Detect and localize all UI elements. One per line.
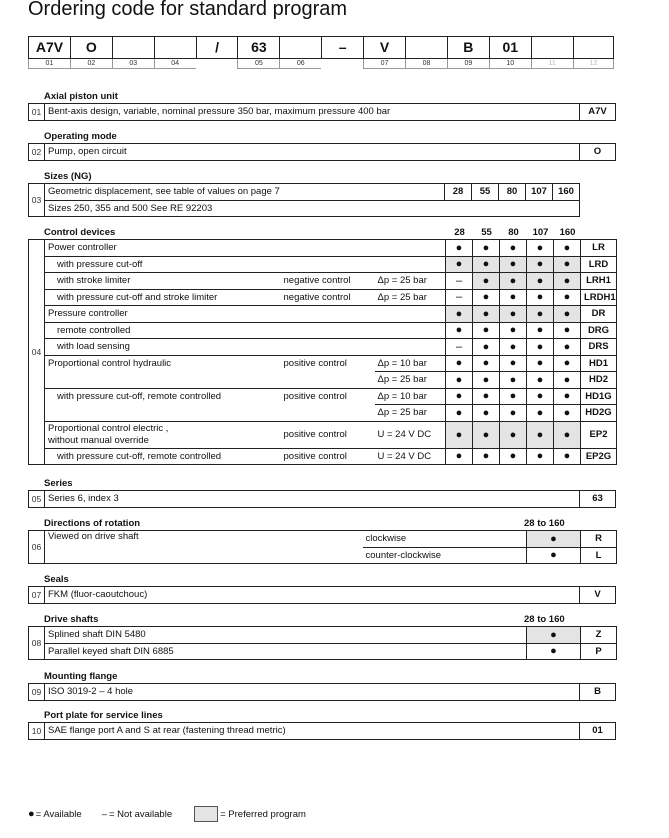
control-type: negative control bbox=[281, 273, 375, 290]
option-code: Z bbox=[581, 627, 617, 644]
legend-available: = Available bbox=[35, 808, 82, 820]
option-code: LRD bbox=[581, 256, 617, 273]
availability-dot: ● bbox=[500, 448, 527, 465]
option-description: Sizes 250, 355 and 500 See RE 92203 bbox=[45, 200, 580, 217]
availability-dot: ● bbox=[554, 421, 581, 448]
size-range: 28 to 160 bbox=[524, 518, 565, 529]
code-value bbox=[573, 36, 615, 59]
code-position-number: 04 bbox=[154, 59, 196, 69]
position-number: 06 bbox=[29, 531, 45, 564]
section-heading: Port plate for service lines bbox=[44, 710, 163, 721]
availability-dot: ● bbox=[554, 240, 581, 257]
code-position-number: 07 bbox=[363, 59, 405, 69]
code-value bbox=[405, 36, 447, 59]
size-28: 28 bbox=[445, 184, 472, 201]
code-position bbox=[573, 36, 615, 69]
availability-dot: ● bbox=[527, 643, 581, 660]
option-description: SAE flange port A and S at rear (fastening thread metric) bbox=[45, 723, 580, 740]
availability-dot: ● bbox=[446, 322, 473, 339]
position-number: 08 bbox=[29, 627, 45, 660]
control-parameter bbox=[375, 322, 446, 339]
availability-dot: ● bbox=[473, 322, 500, 339]
option-code: DRS bbox=[581, 339, 617, 356]
control-type bbox=[281, 322, 375, 339]
preferred-swatch bbox=[194, 806, 218, 822]
availability-dot: ● bbox=[527, 306, 554, 323]
section-sizes bbox=[28, 171, 580, 217]
availability-dot: ● bbox=[446, 448, 473, 465]
availability-dot: – bbox=[446, 289, 473, 306]
availability-dot: ● bbox=[500, 240, 527, 257]
availability-dot: ● bbox=[527, 322, 554, 339]
control-parameter: Δp = 25 bar bbox=[375, 273, 446, 290]
option-code: EP2G bbox=[581, 448, 617, 465]
code-position-number: 09 bbox=[447, 59, 489, 69]
control-devices-table bbox=[28, 239, 617, 465]
section-heading: Mounting flange bbox=[44, 671, 118, 682]
option-code: EP2 bbox=[581, 421, 617, 448]
availability-dot: ● bbox=[554, 289, 581, 306]
option-code: HD2 bbox=[581, 372, 617, 389]
availability-dot: ● bbox=[527, 405, 554, 422]
option-code: LRDH1 bbox=[581, 289, 617, 306]
control-type bbox=[281, 256, 375, 273]
code-position-number: 01 bbox=[28, 59, 70, 69]
availability-dot: – bbox=[446, 273, 473, 290]
control-row bbox=[29, 388, 617, 405]
code-position bbox=[196, 36, 238, 69]
position-number: 02 bbox=[29, 144, 45, 161]
control-type bbox=[281, 372, 375, 389]
section-heading: Control devices bbox=[44, 227, 116, 238]
code-position bbox=[70, 36, 112, 69]
control-parameter: Δp = 25 bar bbox=[375, 289, 446, 306]
control-parameter bbox=[375, 339, 446, 356]
availability-dot: ● bbox=[554, 355, 581, 372]
option-code: B bbox=[580, 684, 616, 701]
code-value bbox=[112, 36, 154, 59]
option-code: HD1G bbox=[581, 388, 617, 405]
control-label: Power controller bbox=[45, 240, 281, 257]
code-value: – bbox=[321, 36, 363, 59]
option-description: Pump, open circuit bbox=[45, 144, 580, 161]
code-position bbox=[154, 36, 196, 69]
code-value bbox=[279, 36, 321, 59]
availability-dot: ● bbox=[500, 289, 527, 306]
option-code: HD2G bbox=[581, 405, 617, 422]
availability-dot: ● bbox=[527, 355, 554, 372]
position-number: 05 bbox=[29, 491, 45, 508]
availability-dot: ● bbox=[527, 531, 581, 548]
code-position-number bbox=[321, 59, 363, 69]
not-available-symbol: – bbox=[101, 808, 107, 820]
option-description: ISO 3019-2 – 4 hole bbox=[45, 684, 580, 701]
code-position-number: 08 bbox=[405, 59, 447, 69]
code-value: B bbox=[447, 36, 489, 59]
availability-dot: ● bbox=[500, 273, 527, 290]
legend bbox=[28, 806, 310, 822]
control-parameter bbox=[375, 240, 446, 257]
position-number: 09 bbox=[29, 684, 45, 701]
control-label bbox=[45, 405, 281, 422]
control-type bbox=[281, 240, 375, 257]
control-label: with pressure cut-off, remote controlled bbox=[45, 448, 281, 465]
size-107: 107 bbox=[526, 184, 553, 201]
section-heading: Drive shafts bbox=[44, 614, 99, 625]
control-parameter: Δp = 25 bar bbox=[375, 372, 446, 389]
code-position bbox=[112, 36, 154, 69]
code-position-number: 03 bbox=[112, 59, 154, 69]
position-number: 10 bbox=[29, 723, 45, 740]
control-parameter bbox=[375, 256, 446, 273]
availability-dot: ● bbox=[527, 339, 554, 356]
availability-dot: ● bbox=[500, 372, 527, 389]
control-parameter: U = 24 V DC bbox=[375, 448, 446, 465]
section-mounting-flange bbox=[28, 671, 616, 701]
availability-dot: ● bbox=[446, 421, 473, 448]
code-position-number: 06 bbox=[279, 59, 321, 69]
control-type: positive control bbox=[281, 448, 375, 465]
code-position bbox=[405, 36, 447, 69]
section-heading: Directions of rotation bbox=[44, 518, 141, 529]
availability-dot: ● bbox=[527, 448, 554, 465]
control-label-line: without manual override bbox=[48, 434, 149, 446]
availability-dot: ● bbox=[527, 256, 554, 273]
section-heading: Operating mode bbox=[44, 131, 117, 142]
option-code: R bbox=[581, 531, 617, 548]
availability-dot: ● bbox=[527, 289, 554, 306]
option-description: Viewed on drive shaft bbox=[45, 531, 363, 564]
section-heading: Series bbox=[44, 478, 73, 489]
control-row bbox=[29, 421, 617, 448]
availability-dot: ● bbox=[473, 388, 500, 405]
control-type: positive control bbox=[281, 421, 375, 448]
control-row bbox=[29, 240, 617, 257]
rotation-label: clockwise bbox=[363, 531, 527, 548]
control-parameter: Δp = 10 bar bbox=[375, 355, 446, 372]
availability-dot: ● bbox=[554, 273, 581, 290]
option-code: DR bbox=[581, 306, 617, 323]
code-position bbox=[531, 36, 573, 69]
section-port-plate bbox=[28, 710, 616, 740]
option-description: FKM (fluor-caoutchouc) bbox=[45, 587, 580, 604]
availability-dot: ● bbox=[500, 421, 527, 448]
option-description: Parallel keyed shaft DIN 6885 bbox=[45, 643, 527, 660]
available-symbol: ● bbox=[28, 808, 35, 820]
control-label: with load sensing bbox=[45, 339, 281, 356]
availability-dot: ● bbox=[473, 339, 500, 356]
availability-dot: ● bbox=[473, 256, 500, 273]
availability-dot: ● bbox=[446, 388, 473, 405]
control-type: negative control bbox=[281, 289, 375, 306]
control-row bbox=[29, 355, 617, 372]
control-type bbox=[281, 306, 375, 323]
code-position-number bbox=[196, 59, 238, 69]
code-value: 63 bbox=[237, 36, 279, 59]
availability-dot: ● bbox=[473, 421, 500, 448]
code-position-number: 02 bbox=[70, 59, 112, 69]
option-code: LR bbox=[581, 240, 617, 257]
availability-dot: ● bbox=[446, 405, 473, 422]
code-position bbox=[489, 36, 531, 69]
section-heading: Sizes (NG) bbox=[44, 171, 92, 182]
code-position bbox=[363, 36, 405, 69]
option-code: 01 bbox=[580, 723, 616, 740]
availability-dot: ● bbox=[473, 448, 500, 465]
size-55: 55 bbox=[472, 184, 499, 201]
availability-dot: ● bbox=[554, 405, 581, 422]
rotation-label: counter-clockwise bbox=[363, 547, 527, 564]
code-position-number: 12 bbox=[573, 59, 615, 69]
availability-dot: ● bbox=[446, 240, 473, 257]
control-type bbox=[281, 405, 375, 422]
availability-dot: ● bbox=[446, 355, 473, 372]
availability-dot: ● bbox=[554, 372, 581, 389]
control-row bbox=[29, 273, 617, 290]
control-row bbox=[29, 448, 617, 465]
control-parameter: U = 24 V DC bbox=[375, 421, 446, 448]
availability-dot: ● bbox=[554, 256, 581, 273]
availability-dot: ● bbox=[500, 322, 527, 339]
size-28: 28 bbox=[454, 227, 465, 238]
control-parameter bbox=[375, 306, 446, 323]
control-row bbox=[29, 322, 617, 339]
size-160: 160 bbox=[553, 184, 580, 201]
code-value bbox=[531, 36, 573, 59]
availability-dot: ● bbox=[527, 627, 581, 644]
control-label: Proportional control hydraulic bbox=[45, 355, 281, 372]
control-label bbox=[45, 372, 281, 389]
control-type bbox=[281, 339, 375, 356]
availability-dot: ● bbox=[473, 240, 500, 257]
code-position-number: 10 bbox=[489, 59, 531, 69]
option-code: LRH1 bbox=[581, 273, 617, 290]
option-description: Geometric displacement, see table of values on page 7 bbox=[45, 184, 445, 201]
legend-not-available: = Not available bbox=[109, 808, 173, 820]
page-title: Ordering code for standard program bbox=[28, 0, 348, 20]
availability-dot: ● bbox=[554, 388, 581, 405]
ordering-code-bar bbox=[28, 36, 614, 69]
size-107: 107 bbox=[532, 227, 549, 238]
control-row bbox=[29, 405, 617, 422]
section-operating-mode bbox=[28, 131, 616, 161]
size-80: 80 bbox=[499, 184, 526, 201]
option-code: DRG bbox=[581, 322, 617, 339]
availability-dot: ● bbox=[527, 372, 554, 389]
section-series bbox=[28, 478, 616, 508]
availability-dot: ● bbox=[527, 421, 554, 448]
code-position bbox=[28, 36, 70, 69]
availability-dot: ● bbox=[527, 240, 554, 257]
availability-dot: ● bbox=[554, 448, 581, 465]
availability-dot: ● bbox=[500, 388, 527, 405]
availability-dot: ● bbox=[500, 256, 527, 273]
control-row bbox=[29, 306, 617, 323]
control-label-line: Proportional control electric , bbox=[48, 422, 169, 434]
code-value: 01 bbox=[489, 36, 531, 59]
control-row bbox=[29, 372, 617, 389]
control-label: with pressure cut-off and stroke limiter bbox=[45, 289, 281, 306]
option-code: HD1 bbox=[581, 355, 617, 372]
control-row bbox=[29, 256, 617, 273]
position-number: 07 bbox=[29, 587, 45, 604]
option-code: 63 bbox=[580, 491, 616, 508]
code-position bbox=[237, 36, 279, 69]
position-number: 04 bbox=[29, 240, 45, 465]
option-code: P bbox=[581, 643, 617, 660]
position-number: 01 bbox=[29, 104, 45, 121]
availability-dot: ● bbox=[527, 388, 554, 405]
availability-dot: ● bbox=[473, 355, 500, 372]
control-label: with pressure cut-off bbox=[45, 256, 281, 273]
code-position bbox=[447, 36, 489, 69]
availability-dot: ● bbox=[473, 405, 500, 422]
position-number: 03 bbox=[29, 184, 45, 217]
code-value: O bbox=[70, 36, 112, 59]
option-code: O bbox=[580, 144, 616, 161]
section-control-devices bbox=[28, 227, 617, 465]
control-label: Pressure controller bbox=[45, 306, 281, 323]
section-directions-of-rotation bbox=[28, 518, 617, 564]
control-label: with pressure cut-off, remote controlled bbox=[45, 388, 281, 405]
section-drive-shafts bbox=[28, 614, 617, 660]
availability-dot: ● bbox=[446, 306, 473, 323]
option-code: A7V bbox=[580, 104, 616, 121]
code-value: / bbox=[196, 36, 238, 59]
availability-dot: ● bbox=[473, 289, 500, 306]
availability-dot: ● bbox=[473, 306, 500, 323]
availability-dot: ● bbox=[473, 273, 500, 290]
control-row bbox=[29, 339, 617, 356]
availability-dot: ● bbox=[527, 273, 554, 290]
availability-dot: ● bbox=[554, 339, 581, 356]
control-type: positive control bbox=[281, 355, 375, 372]
code-position bbox=[321, 36, 363, 69]
control-row bbox=[29, 289, 617, 306]
option-description: Splined shaft DIN 5480 bbox=[45, 627, 527, 644]
option-code: V bbox=[580, 587, 616, 604]
control-parameter: Δp = 10 bar bbox=[375, 388, 446, 405]
availability-dot: ● bbox=[554, 322, 581, 339]
size-header bbox=[446, 227, 581, 238]
code-value bbox=[154, 36, 196, 59]
option-description: Bent-axis design, variable, nominal pressure 350 bar, maximum pressure 400 bar bbox=[45, 104, 580, 121]
availability-dot: ● bbox=[446, 372, 473, 389]
code-value: V bbox=[363, 36, 405, 59]
section-heading: Axial piston unit bbox=[44, 91, 118, 102]
code-position bbox=[279, 36, 321, 69]
code-value: A7V bbox=[28, 36, 70, 59]
size-80: 80 bbox=[508, 227, 519, 238]
option-description: Series 6, index 3 bbox=[45, 491, 580, 508]
availability-dot: ● bbox=[554, 306, 581, 323]
size-160: 160 bbox=[559, 227, 576, 238]
option-code: L bbox=[581, 547, 617, 564]
section-seals bbox=[28, 574, 616, 604]
size-55: 55 bbox=[481, 227, 492, 238]
control-label: remote controlled bbox=[45, 322, 281, 339]
code-position-number: 11 bbox=[531, 59, 573, 69]
availability-dot: ● bbox=[473, 372, 500, 389]
availability-dot: ● bbox=[446, 256, 473, 273]
control-label: with stroke limiter bbox=[45, 273, 281, 290]
availability-dot: ● bbox=[500, 405, 527, 422]
section-axial-piston-unit bbox=[28, 91, 616, 121]
size-range: 28 to 160 bbox=[524, 614, 565, 625]
code-position-number: 05 bbox=[237, 59, 279, 69]
availability-dot: ● bbox=[527, 547, 581, 564]
availability-dot: ● bbox=[500, 306, 527, 323]
control-type: positive control bbox=[281, 388, 375, 405]
control-parameter: Δp = 25 bar bbox=[375, 405, 446, 422]
availability-dot: – bbox=[446, 339, 473, 356]
legend-preferred: = Preferred program bbox=[220, 808, 306, 820]
control-label bbox=[45, 421, 281, 448]
section-heading: Seals bbox=[44, 574, 69, 585]
availability-dot: ● bbox=[500, 355, 527, 372]
availability-dot: ● bbox=[500, 339, 527, 356]
